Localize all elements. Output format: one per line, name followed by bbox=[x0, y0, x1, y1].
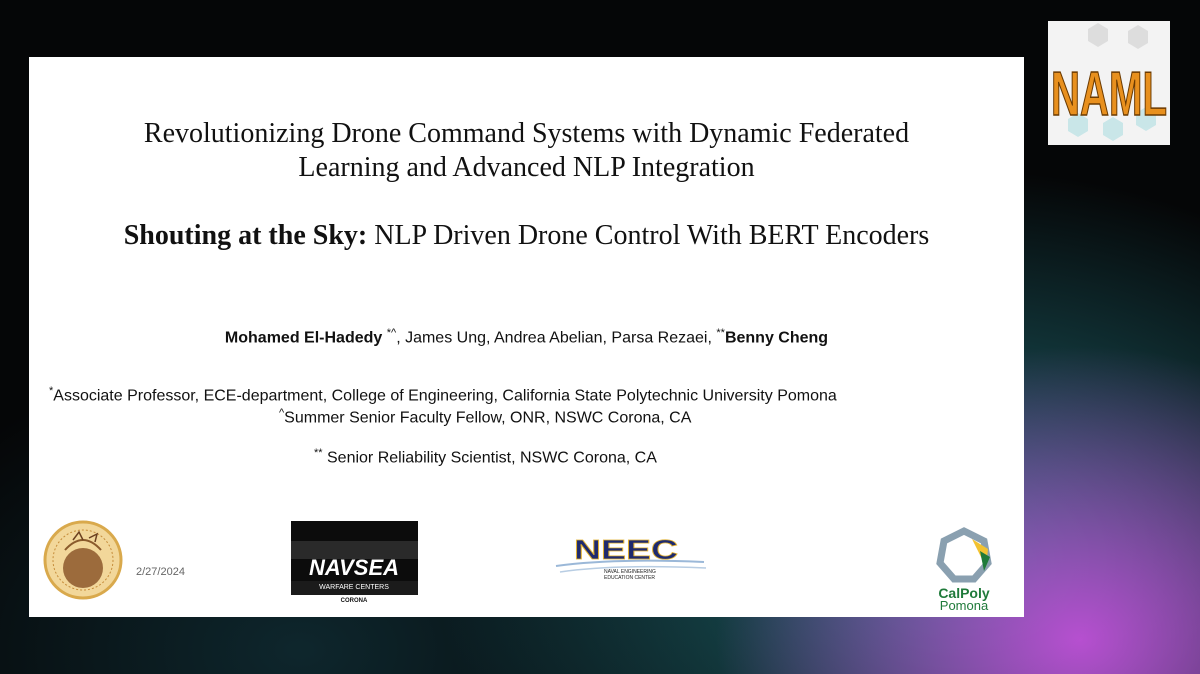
navsea-logo bbox=[291, 521, 418, 604]
affiliation-3-mark: ** bbox=[314, 447, 323, 459]
naml-logo bbox=[1048, 21, 1170, 145]
slide-subtitle bbox=[29, 220, 1024, 252]
title-line-1: Revolutionizing Drone Command Systems with Dynamic Federated bbox=[143, 118, 910, 149]
authors-line bbox=[29, 327, 1024, 347]
author-last: Benny Cheng bbox=[724, 329, 829, 347]
affiliation-2-text: Summer Senior Faculty Fellow, ONR, NSWC Corona, CA bbox=[284, 409, 692, 427]
navsea-text: NAVSEA bbox=[308, 555, 400, 580]
neec-logo bbox=[554, 532, 714, 587]
affiliation-3-text: Senior Reliability Scientist, NSWC Corona, CA bbox=[322, 449, 657, 467]
affiliation-3 bbox=[314, 447, 657, 467]
affiliation-1-text: Associate Professor, ECE-department, College of Engineering, California State Polytechnic University Pomona bbox=[53, 387, 837, 405]
subtitle-bold: Shouting at the Sky: bbox=[123, 220, 368, 251]
title-line-2: Learning and Advanced NLP Integration bbox=[298, 152, 755, 183]
author-last-mark: ** bbox=[716, 327, 725, 339]
slide-date: 2/27/2024 bbox=[136, 566, 185, 578]
university-seal-logo bbox=[43, 520, 123, 605]
author-lead: Mohamed El-Hadedy bbox=[224, 329, 383, 347]
naml-logo-text: NAML bbox=[1051, 60, 1167, 129]
affiliation-2 bbox=[279, 407, 691, 427]
navsea-location-text: CORONA bbox=[340, 598, 368, 604]
authors-middle: , James Ung, Andrea Abelian, Parsa Rezaei, bbox=[396, 329, 717, 347]
subtitle-rest: NLP Driven Drone Control With BERT Encoders bbox=[367, 220, 930, 251]
author-lead-mark: *^ bbox=[386, 327, 397, 339]
neec-sub-2: EDUCATION CENTER bbox=[604, 575, 656, 581]
slide-title bbox=[29, 117, 1024, 185]
navsea-sub-text: WARFARE CENTERS bbox=[319, 584, 389, 591]
neec-sub-1: NAVAL ENGINEERING bbox=[604, 569, 656, 575]
pomona-text: Pomona bbox=[939, 598, 989, 612]
slide bbox=[29, 57, 1024, 617]
affiliation-1 bbox=[49, 385, 837, 405]
affiliation-1-mark: * bbox=[49, 385, 54, 397]
calpoly-pomona-logo bbox=[924, 527, 1004, 617]
affiliation-2-mark: ^ bbox=[279, 407, 285, 419]
calpoly-text: CalPoly bbox=[938, 585, 990, 601]
neec-text: NEEC bbox=[574, 534, 678, 565]
